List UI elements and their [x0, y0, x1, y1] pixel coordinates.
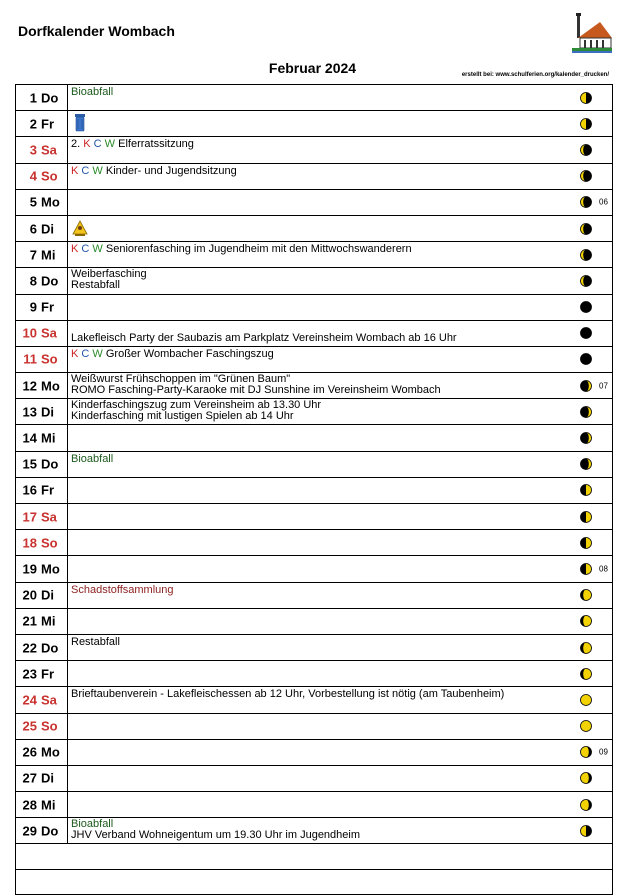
day-of-week: Fr [41, 666, 54, 682]
column-divider [67, 635, 68, 660]
day-row [16, 295, 612, 321]
moon-waning-gibbous-icon [580, 458, 592, 470]
column-divider [67, 111, 68, 136]
column-divider [67, 85, 68, 110]
day-row [16, 740, 612, 766]
day-of-week: Mo [41, 744, 60, 760]
event-text: 2. K C W Elferratssitzung [71, 138, 194, 151]
column-divider [67, 714, 68, 739]
day-row [16, 111, 612, 137]
day-number: 1 [29, 90, 37, 106]
day-number: 25 [22, 718, 37, 734]
moon-full-icon [580, 301, 592, 313]
day-of-week: So [41, 718, 58, 734]
day-row [16, 661, 612, 687]
day-row [16, 687, 612, 713]
day-row [16, 425, 612, 451]
column-divider [67, 321, 68, 346]
day-number: 28 [22, 797, 37, 813]
column-divider [67, 687, 68, 712]
moon-new-icon [580, 694, 592, 706]
moon-waxing-crescent-icon [580, 799, 592, 811]
blank-row [16, 870, 612, 895]
day-row [16, 452, 612, 478]
day-number: 27 [22, 770, 37, 786]
day-number: 2 [29, 116, 37, 132]
day-number: 12 [22, 378, 37, 394]
kcw-logo: K C W [71, 347, 103, 360]
day-row [16, 321, 612, 347]
event-text: K C W Seniorenfasching im Jugendheim mit den Mittwochswanderern [71, 243, 412, 256]
day-of-week: Sa [41, 692, 57, 708]
day-row [16, 478, 612, 504]
week-number: 08 [599, 564, 608, 574]
day-of-week: Sa [41, 509, 57, 525]
day-number: 24 [22, 692, 37, 708]
day-row [16, 85, 612, 111]
day-row [16, 190, 612, 216]
day-of-week: Di [41, 770, 54, 786]
day-number: 26 [22, 744, 37, 760]
moon-waning-crescent-icon [580, 642, 592, 654]
day-number: 19 [22, 561, 37, 577]
column-divider [67, 661, 68, 686]
column-divider [67, 530, 68, 555]
column-divider [67, 792, 68, 817]
column-divider [67, 425, 68, 450]
column-divider [67, 137, 68, 162]
event-text: Restabfall [71, 635, 120, 648]
moon-new-icon [580, 720, 592, 732]
moon-waxing-crescent-icon [580, 746, 592, 758]
moon-last-quarter-icon [580, 563, 592, 575]
column-divider [67, 268, 68, 293]
day-number: 29 [22, 823, 37, 839]
column-divider [67, 504, 68, 529]
column-divider [67, 583, 68, 608]
day-of-week: Di [41, 221, 54, 237]
moon-waning-gibbous-icon [580, 380, 592, 392]
day-row [16, 216, 612, 242]
event-text: K C W Kinder- und Jugendsitzung [71, 164, 237, 177]
column-divider [67, 818, 68, 843]
event-text: Kinderfaschingszug zum Vereinsheim ab 13.30 Uhr Kinderfasching mit lustigen Spielen ab 14 Uhr [71, 399, 322, 423]
kcw-logo: K C W [71, 164, 103, 177]
day-number: 20 [22, 587, 37, 603]
day-of-week: Mo [41, 378, 60, 394]
event-text: Bioabfall JHV Verband Wohneigentum um 19.30 Uhr im Jugendheim [71, 818, 361, 842]
column-divider [67, 242, 68, 267]
day-number: 17 [22, 509, 37, 525]
credit-line: erstellt bei: www.schulferien.org/kalender_drucken/ [461, 72, 609, 78]
event-text: Weißwurst Frühschoppen im "Grünen Baum" ROMO Fasching-Party-Karaoke mit DJ Sunshine im Vereinsheim Wombach [71, 373, 441, 397]
day-number: 4 [29, 168, 37, 184]
day-number: 14 [22, 430, 37, 446]
column-divider [67, 190, 68, 215]
week-number: 06 [599, 197, 608, 207]
kcw-logo: K C W [83, 138, 116, 151]
day-row [16, 556, 612, 582]
day-number: 6 [29, 221, 37, 237]
day-of-week: Do [41, 823, 59, 839]
moon-waning-gibbous-icon [580, 406, 592, 418]
event-text: Bioabfall [71, 86, 114, 98]
day-number: 16 [22, 482, 37, 498]
day-number: 22 [22, 640, 37, 656]
column-divider [67, 347, 68, 372]
day-of-week: Fr [41, 299, 54, 315]
day-of-week: Fr [41, 116, 54, 132]
blank-row [16, 844, 612, 870]
moon-first-quarter-icon [580, 825, 592, 837]
day-of-week: Sa [41, 142, 57, 158]
moon-waning-crescent-icon [580, 589, 592, 601]
event-text: Schadstoffsammlung [71, 583, 174, 596]
day-row [16, 268, 612, 294]
day-of-week: Mi [41, 797, 56, 813]
month-heading: Februar 2024 [268, 60, 357, 76]
moon-waxing-gibbous-icon [580, 196, 592, 208]
day-row [16, 818, 612, 844]
day-of-week: Di [41, 404, 54, 420]
day-number: 8 [29, 273, 37, 289]
moon-waning-gibbous-icon [580, 432, 592, 444]
event-text: Lakefleisch Party der Saubazis am Parkplatz Vereinsheim Wombach ab 16 Uhr [71, 331, 457, 344]
day-row [16, 373, 612, 399]
moon-waning-crescent-icon [580, 668, 592, 680]
day-row [16, 242, 612, 268]
day-number: 7 [29, 247, 37, 263]
day-number: 13 [22, 404, 37, 420]
day-row [16, 530, 612, 556]
day-of-week: Do [41, 640, 59, 656]
day-of-week: So [41, 535, 58, 551]
moon-full-icon [580, 353, 592, 365]
column-divider [67, 766, 68, 791]
page-title: Dorfkalender Wombach [18, 23, 175, 39]
moon-waning-crescent-icon [580, 615, 592, 627]
day-of-week: Do [41, 456, 59, 472]
moon-waxing-gibbous-icon [580, 144, 592, 156]
day-of-week: Mi [41, 613, 56, 629]
week-number: 07 [599, 381, 608, 391]
week-number: 09 [599, 747, 608, 757]
moon-last-quarter-icon [580, 511, 592, 523]
day-row [16, 609, 612, 635]
day-of-week: Mi [41, 247, 56, 263]
day-row [16, 792, 612, 818]
event-text: Bioabfall [71, 452, 114, 465]
day-row [16, 347, 612, 373]
day-row [16, 164, 612, 190]
event-text: Brieftaubenverein - Lakefleischessen ab 12 Uhr, Vorbestellung ist nötig (am Taubenheim) [71, 688, 505, 701]
day-row [16, 714, 612, 740]
day-row [16, 399, 612, 425]
day-number: 23 [22, 666, 37, 682]
moon-first-quarter-icon [580, 118, 592, 130]
kcw-logo: K C W [71, 243, 103, 256]
event-text: K C W Großer Wombacher Faschingszug [71, 347, 274, 360]
day-number: 15 [22, 456, 37, 472]
column-divider [67, 373, 68, 398]
day-of-week: Sa [41, 325, 57, 341]
day-of-week: Do [41, 273, 59, 289]
moon-last-quarter-icon [580, 537, 592, 549]
calendar-table [15, 84, 613, 895]
day-number: 3 [29, 142, 37, 158]
column-divider [67, 399, 68, 424]
day-row [16, 137, 612, 163]
trash-bin-icon [71, 113, 89, 133]
event-text: Weiberfasching Restabfall [71, 268, 147, 292]
church-logo-icon [570, 12, 614, 54]
moon-waxing-gibbous-icon [580, 223, 592, 235]
column-divider [67, 295, 68, 320]
moon-first-quarter-icon [580, 92, 592, 104]
moon-waxing-gibbous-icon [580, 170, 592, 182]
column-divider [67, 609, 68, 634]
day-number: 21 [22, 613, 37, 629]
day-of-week: Fr [41, 482, 54, 498]
column-divider [67, 164, 68, 189]
column-divider [67, 478, 68, 503]
column-divider [67, 556, 68, 581]
day-number: 18 [22, 535, 37, 551]
day-of-week: Mo [41, 561, 60, 577]
day-row [16, 504, 612, 530]
column-divider [67, 216, 68, 241]
day-of-week: Do [41, 90, 59, 106]
column-divider [67, 452, 68, 477]
day-number: 10 [22, 325, 37, 341]
day-number: 5 [29, 194, 37, 210]
moon-waxing-crescent-icon [580, 772, 592, 784]
day-row [16, 635, 612, 661]
moon-waxing-gibbous-icon [580, 249, 592, 261]
day-of-week: Mi [41, 430, 56, 446]
day-number: 9 [29, 299, 37, 315]
day-row [16, 766, 612, 792]
day-of-week: Mo [41, 194, 60, 210]
column-divider [67, 740, 68, 765]
day-of-week: So [41, 351, 58, 367]
event-prefix: 2. [71, 138, 84, 151]
day-of-week: So [41, 168, 58, 184]
moon-waxing-gibbous-icon [580, 275, 592, 287]
day-of-week: Di [41, 587, 54, 603]
moon-last-quarter-icon [580, 484, 592, 496]
day-number: 11 [23, 351, 37, 367]
day-row [16, 583, 612, 609]
moon-full-icon [580, 327, 592, 339]
hazard-icon [71, 218, 89, 238]
